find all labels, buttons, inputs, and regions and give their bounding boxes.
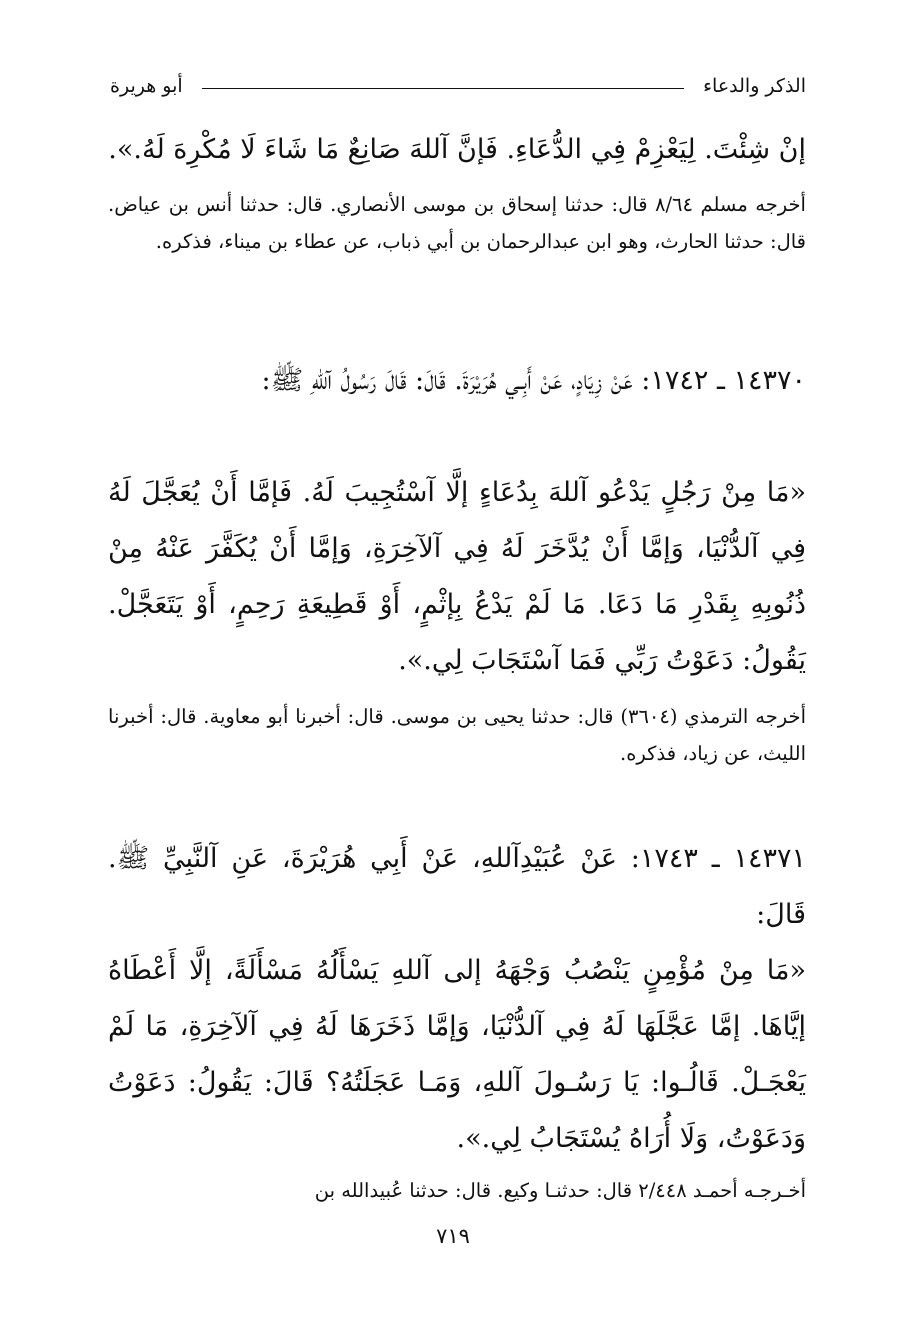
hadith-14371-text: «مَا مِنْ مُؤْمِنٍ يَنْصُبُ وَجْهَهُ إلى آللهِ يَسْأَلُهُ مَسْأَلَةً، إلَّا أَعْطَاهُ إيَّاهَا. إمَّا عَجَّلَهَا لَهُ فِي آلدُّنْيَا، وَإمَّا ذَخَرَهَا لَهُ فِي آلآخِرَةِ، مَا لَمْ يَعْجَـلْ. قَالُـوا: يَا رَسُـولَ آللهِ، وَمَـا عَجَلَتُهُ؟ قَالَ: يَقُولُ: دَعَوْتُ وَدَعَوْتُ، وَلَا أُرَاهُ يُسْتَجَابُ لِي.». [108, 955, 806, 1154]
narrator-name: أبو هريرة [110, 75, 183, 97]
running-header [110, 72, 806, 106]
hadith-14371-heading: ١٤٣٧١ ـ ١٧٤٣: عَنْ عُبَيْدِآللهِ، عَنْ أَبِي هُرَيْرَةَ، عَنِ آلنَّبِيِّ ﷺ. قَالَ: [108, 843, 806, 930]
hadith-continuation: إنْ شِئْتَ. لِيَعْزِمْ فِي الدُّعَاءِ. فَإنَّ آللهَ صَانِعٌ مَا شَاءَ لَا مُكْرِهَ لَهُ.». [108, 134, 806, 165]
source-note-muslim: أخرجه مسلم ٨/٦٤ قال: حدثنا إسحاق بن موسى الأنصاري. قال: حدثنا أنس بن عياض. قال: حدثنا الحارث، وهو ابن عبدالرحمان بن أبي ذباب، عن عطاء بن ميناء، فذكره. [108, 193, 806, 253]
page-number: ٧١٩ [436, 1224, 470, 1248]
hadith-14370-text: «مَا مِنْ رَجُلٍ يَدْعُو آللهَ بِدُعَاءٍ إلَّا آسْتُجِيبَ لَهُ. فَإمَّا أَنْ يُعَجَّلَ لَهُ فِي آلدُّنْيَا، وَإمَّا أَنْ يُدَّخَرَ لَهُ فِي آلآخِرَةِ، وَإمَّا أَنْ يُكَفَّرَ عَنْهُ مِنْ ذُنُوبِهِ بِقَدْرِ مَا دَعَا. مَا لَمْ يَدْعُ بِإثْمٍ، أَوْ قَطِيعَةِ رَحِمٍ، أَوْ يَتَعَجَّلْ. يَقُولُ: دَعَوْتُ رَبِّي فَمَا آسْتَجَابَ لِي.». [108, 477, 806, 676]
header-rule [202, 88, 684, 89]
source-note-ahmad: أخـرجـه أحمـد ٢/٤٤٨ قال: حدثنـا وكيع. قال: حدثنا عُبيدالله بن [314, 1179, 806, 1202]
hadith-14370-heading: ١٤٣٧٠ ـ ١٧٤٢: عَنْ زِيَادٍ، عَنْ أَبِـي هُرَيْرَةَ. قَالَ: قَالَ رَسُولُ آللهِ ﷺ: [261, 365, 806, 396]
chapter-title: الذكر والدعاء [703, 75, 806, 97]
source-note-tirmidhi: أخرجه الترمذي (٣٦٠٤) قال: حدثنا يحيى بن موسى. قال: أخبرنا أبو معاوية. قال: أخبرنا الليث، عن زياد، فذكره. [108, 705, 806, 765]
